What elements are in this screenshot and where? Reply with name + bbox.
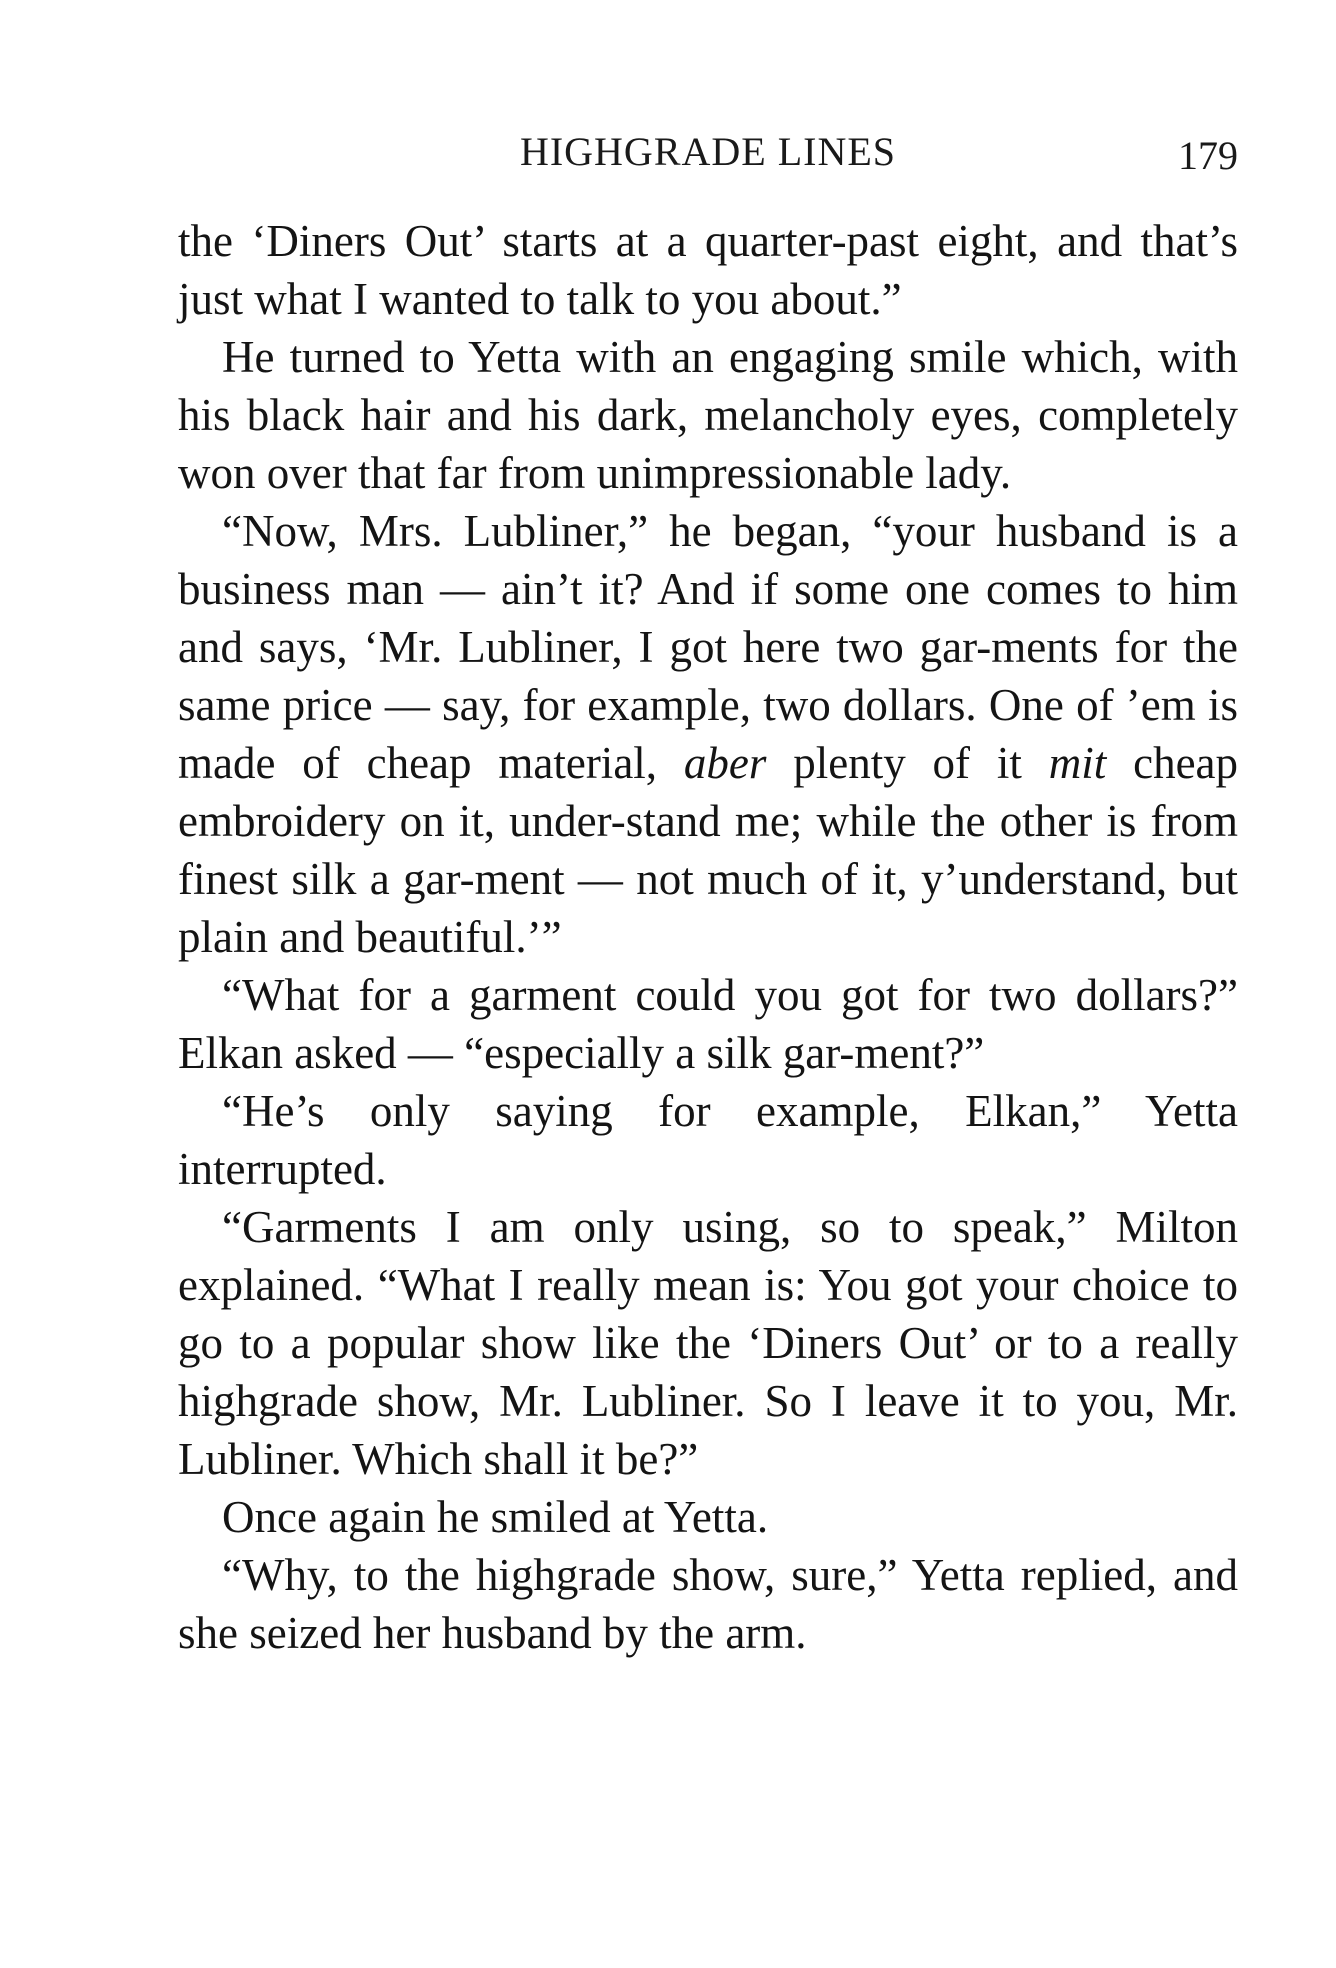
paragraph: “Garments I am only using, so to speak,” Milton explained. “What I really mean is: You got your choice to go to a popular show like the ‘Diners Out’ or to a really highgrade show, Mr. Lubliner. So I leave it to you, Mr. Lubliner. Which shall it be?”: [178, 1202, 1238, 1484]
paragraph: Once again he smiled at Yetta.: [222, 1492, 769, 1542]
paragraph-text: plenty of it: [766, 738, 1049, 788]
paragraph-text: “Now, Mrs. Lubliner,” he began, “your husband is a business man — ain’t it? And if some one comes to him and says, ‘Mr. Lubliner, I got here two gar-ments for the same price — say, for example, two dollars. One of ’em is made of cheap material,: [178, 506, 1238, 788]
paragraph: He turned to Yetta with an engaging smile which, with his black hair and his dark, melancholy eyes, completely won over that far from unimpressionable lady.: [178, 332, 1238, 498]
page-number: 179: [1178, 133, 1238, 178]
paragraph: “What for a garment could you got for two dollars?” Elkan asked — “especially a silk gar-ment?”: [178, 970, 1238, 1078]
paragraph: “Why, to the highgrade show, sure,” Yetta replied, and she seized her husband by the arm.: [178, 1550, 1238, 1658]
italic-word: aber: [683, 738, 767, 788]
paragraph: [178, 502, 1238, 966]
page-header: [178, 128, 1238, 188]
body-text: [178, 212, 1238, 1662]
running-title: HIGHGRADE LINES: [519, 129, 897, 174]
italic-word: mit: [1048, 738, 1107, 788]
paragraph-text: cheap embroidery on it, under-stand me; while the other is from finest silk a gar-ment — not much of it, y’understand, but plain and beautiful.’”: [178, 738, 1239, 962]
paragraph: the ‘Diners Out’ starts at a quarter-past eight, and that’s just what I wanted to talk to you about.”: [178, 216, 1238, 324]
paragraph: “He’s only saying for example, Elkan,” Yetta interrupted.: [178, 1086, 1238, 1194]
